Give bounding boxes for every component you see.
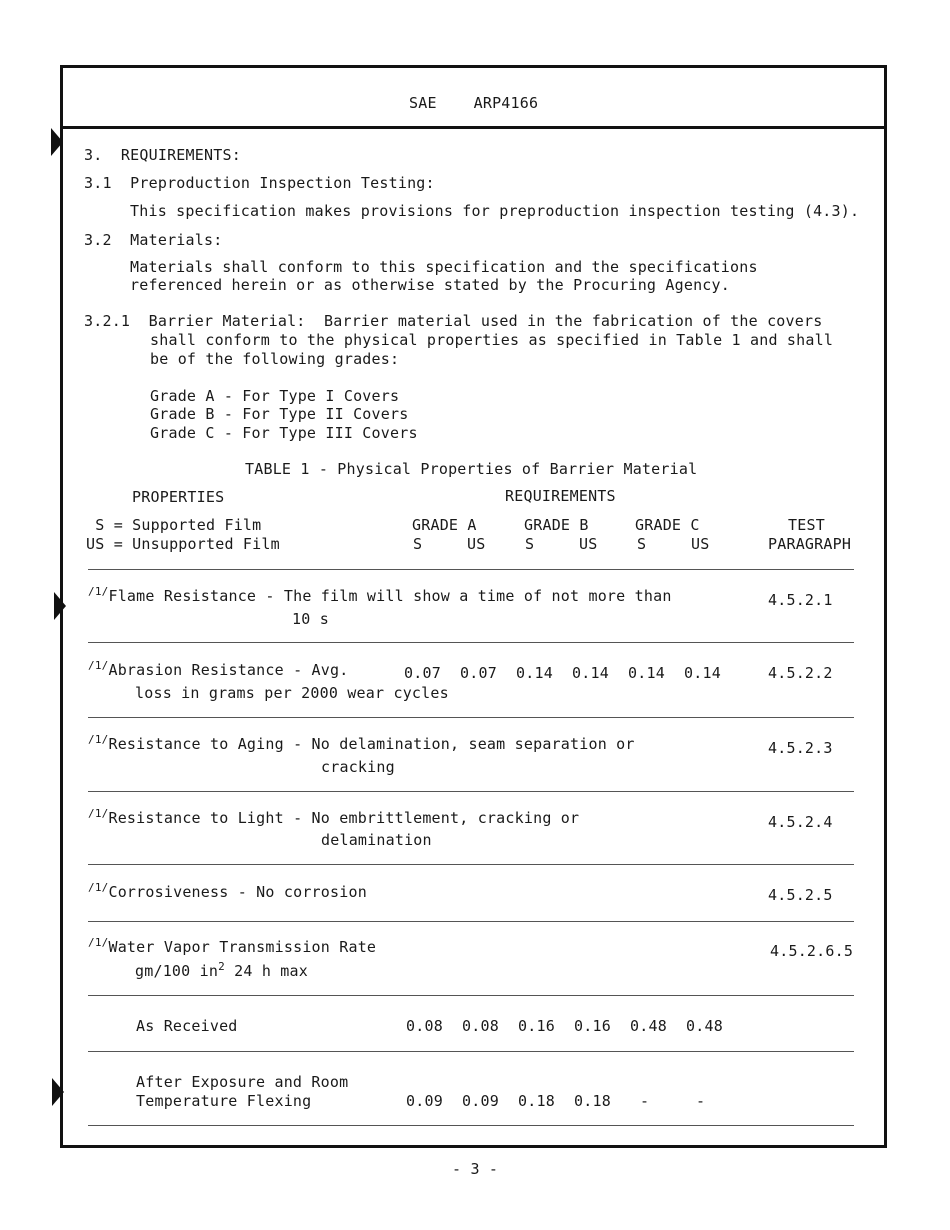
grade-list-item: Grade A - For Type I Covers xyxy=(150,387,400,405)
value-cell: 0.07 xyxy=(460,664,497,682)
table-row-property xyxy=(88,883,367,903)
section-3-2-heading: 3.2 Materials: xyxy=(84,231,223,249)
section-3-2-body: Materials shall conform to this specification and the specifications xyxy=(130,258,758,276)
value-cell: 0.08 xyxy=(406,1017,443,1035)
section-3-1-body: This specification makes provisions for preproduction inspection testing (4.3). xyxy=(130,202,860,220)
revision-marker xyxy=(51,128,63,156)
subheader-us: US xyxy=(691,535,710,553)
subheader-s: S xyxy=(637,535,647,553)
section-3-2-body: referenced herein or as otherwise stated by the Procuring Agency. xyxy=(130,276,730,294)
column-header-properties: PROPERTIES xyxy=(132,488,225,506)
property-name: Resistance to Light - No embrittlement, cracking or xyxy=(108,809,580,827)
table-row-property xyxy=(88,938,376,958)
table-row-property xyxy=(88,735,635,755)
section-3-2-1-text: shall conform to the physical properties as specified in Table 1 and shall xyxy=(150,331,834,349)
footnote-mark: /1/ xyxy=(88,936,109,949)
value-cell: 0.09 xyxy=(406,1092,443,1110)
property-name: Abrasion Resistance - Avg. xyxy=(108,661,349,679)
header-rule xyxy=(60,126,887,129)
table-rule xyxy=(88,864,854,865)
subheader-s: S xyxy=(525,535,535,553)
column-header-grade-a: GRADE A xyxy=(412,516,477,534)
unit-text: 24 h max xyxy=(224,962,308,980)
revision-marker xyxy=(54,592,66,620)
unit-text: gm/100 in xyxy=(135,962,219,980)
value-cell: 0.16 xyxy=(574,1017,611,1035)
page-number: - 3 - xyxy=(452,1160,499,1178)
table-rule xyxy=(88,921,854,922)
value-cell: 0.16 xyxy=(518,1017,555,1035)
table-row-property xyxy=(88,661,348,681)
footnote-mark: /1/ xyxy=(88,733,109,746)
section-3-2-1-text: be of the following grades: xyxy=(150,350,400,368)
column-header-test: TEST xyxy=(788,516,825,534)
table-rule xyxy=(88,569,854,570)
value-cell: 0.48 xyxy=(630,1017,667,1035)
value-cell: 0.18 xyxy=(574,1092,611,1110)
value-cell: 0.14 xyxy=(516,664,553,682)
legend-supported: S = Supported Film xyxy=(86,516,262,534)
table-row-property: As Received xyxy=(136,1017,238,1035)
table-rule xyxy=(88,1125,854,1126)
column-header-requirements: REQUIREMENTS xyxy=(505,487,616,505)
property-continuation: delamination xyxy=(321,831,432,849)
value-cell: 0.08 xyxy=(462,1017,499,1035)
value-cell: 0.14 xyxy=(684,664,721,682)
test-paragraph: 4.5.2.1 xyxy=(768,591,833,609)
value-cell: - xyxy=(640,1092,650,1110)
table-title: TABLE 1 - Physical Properties of Barrier Material xyxy=(245,460,698,478)
value-cell: - xyxy=(696,1092,706,1110)
footnote-mark: /1/ xyxy=(88,659,109,672)
column-header-paragraph: PARAGRAPH xyxy=(768,535,852,553)
table-rule xyxy=(88,1051,854,1052)
value-cell: 0.14 xyxy=(628,664,665,682)
table-rule xyxy=(88,995,854,996)
test-paragraph: 4.5.2.4 xyxy=(768,813,833,831)
test-paragraph: 4.5.2.5 xyxy=(768,886,833,904)
property-continuation: 10 s xyxy=(292,610,329,628)
value-cell: 0.14 xyxy=(572,664,609,682)
table-row-property: After Exposure and Room xyxy=(136,1073,349,1091)
table-row-property xyxy=(88,809,579,829)
footnote-mark: /1/ xyxy=(88,881,109,894)
subheader-s: S xyxy=(413,535,423,553)
table-rule xyxy=(88,791,854,792)
value-cell: 0.09 xyxy=(462,1092,499,1110)
test-paragraph: 4.5.2.2 xyxy=(768,664,833,682)
value-cell: 0.07 xyxy=(404,664,441,682)
property-continuation: Temperature Flexing xyxy=(136,1092,312,1110)
unit-exponent: 2 xyxy=(218,960,225,973)
legend-unsupported: US = Unsupported Film xyxy=(86,535,280,553)
property-name: Flame Resistance - The film will show a time of not more than xyxy=(108,587,672,605)
section-3-1-heading: 3.1 Preproduction Inspection Testing: xyxy=(84,174,435,192)
property-continuation: cracking xyxy=(321,758,395,776)
section-3-2-1-text: 3.2.1 Barrier Material: Barrier material used in the fabrication of the covers xyxy=(84,312,823,330)
table-rule xyxy=(88,642,854,643)
property-continuation: loss in grams per 2000 wear cycles xyxy=(135,684,449,702)
column-header-grade-c: GRADE C xyxy=(635,516,700,534)
subheader-us: US xyxy=(467,535,486,553)
footnote-mark: /1/ xyxy=(88,585,109,598)
property-name: Corrosiveness - No corrosion xyxy=(108,883,367,901)
test-paragraph: 4.5.2.3 xyxy=(768,739,833,757)
footnote-mark: /1/ xyxy=(88,807,109,820)
property-continuation xyxy=(135,962,308,982)
value-cell: 0.48 xyxy=(686,1017,723,1035)
grade-list-item: Grade B - For Type II Covers xyxy=(150,405,409,423)
table-row-property xyxy=(88,587,672,607)
column-header-grade-b: GRADE B xyxy=(524,516,589,534)
value-cell: 0.18 xyxy=(518,1092,555,1110)
property-name: Resistance to Aging - No delamination, seam separation or xyxy=(108,735,635,753)
grade-list-item: Grade C - For Type III Covers xyxy=(150,424,418,442)
section-3-heading: 3. REQUIREMENTS: xyxy=(84,146,241,164)
table-rule xyxy=(88,717,854,718)
revision-marker xyxy=(52,1078,64,1106)
subheader-us: US xyxy=(579,535,598,553)
test-paragraph: 4.5.2.6.5 xyxy=(770,942,854,960)
property-name: Water Vapor Transmission Rate xyxy=(108,938,377,956)
document-header: SAE ARP4166 xyxy=(409,94,539,112)
